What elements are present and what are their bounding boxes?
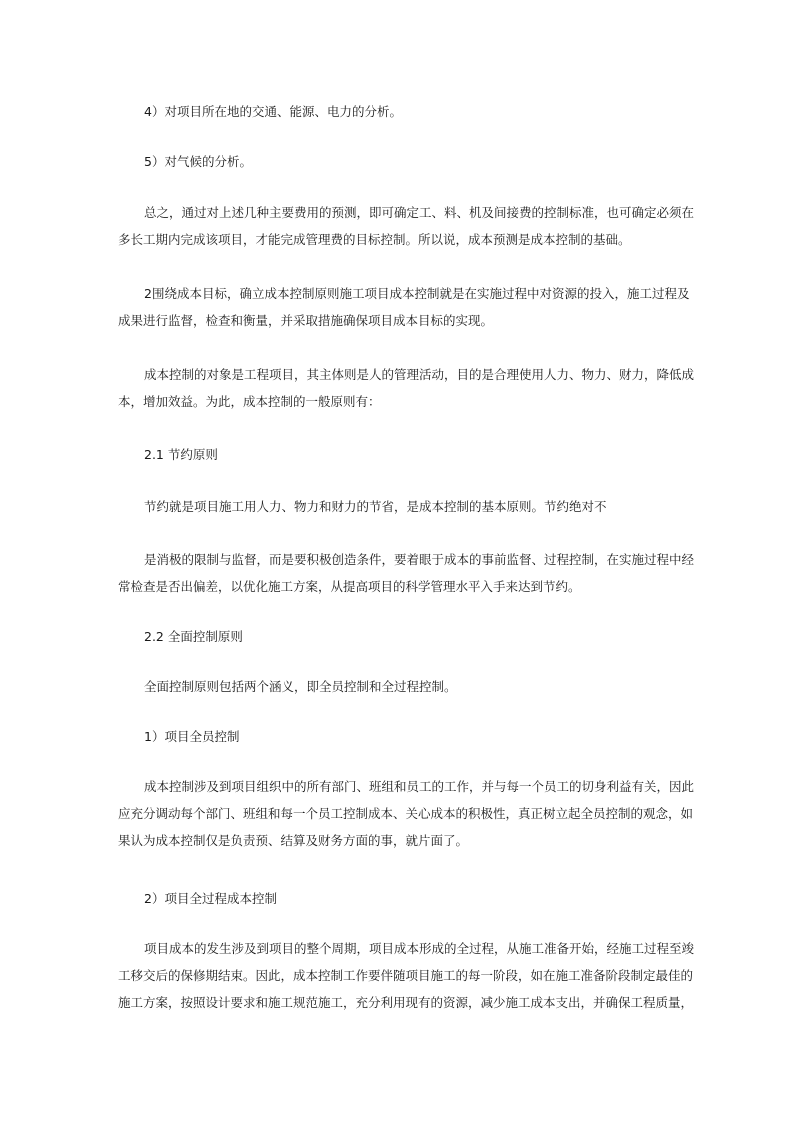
text-line: 施工方案，按照设计要求和施工规范施工，充分利用现有的资源，减少施工成本支出，并确保工程质量，	[118, 995, 694, 1010]
paragraph-summary	[118, 199, 695, 253]
section-heading-saving-principle	[118, 441, 704, 468]
text-line: 本，增加效益。为此，成本控制的一般原则有：	[118, 394, 381, 409]
text-line: 2.2 全面控制原则	[144, 629, 243, 644]
text-line: 成本控制涉及到项目组织中的所有部门、班组和员工的工作，并与每一个员工的切身利益有关，因此	[144, 779, 695, 794]
paragraph-transport-energy	[118, 98, 704, 125]
text-line: 多长工期内完成该项目，才能完成管理费的目标控制。所以说，成本预测是成本控制的基础。	[118, 232, 631, 247]
paragraph-all-staff-control	[118, 773, 695, 854]
text-line: 2.1 节约原则	[144, 447, 218, 462]
text-line: 全面控制原则包括两个涵义，即全员控制和全过程控制。	[144, 679, 457, 694]
paragraph-cost-target	[118, 280, 690, 334]
text-line: 项目成本的发生涉及到项目的整个周期，项目成本形成的全过程，从施工准备开始，经施工过程至竣	[144, 941, 695, 956]
paragraph-climate	[118, 148, 704, 175]
paragraph-whole-process-control	[118, 935, 695, 1016]
text-line: 成本控制的对象是工程项目，其主体则是人的管理活动，目的是合理使用人力、物力、财力，降低成	[144, 367, 695, 382]
section-heading-full-control-principle	[118, 623, 704, 650]
text-line: 节约就是项目施工用人力、物力和财力的节省，是成本控制的基本原则。节约绝对不	[144, 499, 607, 514]
text-line: 常检查是否出偏差，以优化施工方案，从提高项目的科学管理水平入手来达到节约。	[118, 579, 581, 594]
paragraph-full-control-meaning	[118, 673, 704, 700]
subheading-all-staff-control	[118, 723, 704, 750]
paragraph-control-object	[118, 361, 695, 415]
text-line: 果认为成本控制仅是负责预、结算及财务方面的事，就片面了。	[118, 833, 469, 848]
text-line: 工移交后的保修期结束。因此，成本控制工作要伴随项目施工的每一阶段，如在施工准备阶段制定最佳的	[118, 968, 694, 983]
subheading-whole-process-control	[118, 885, 704, 912]
paragraph-saving-definition	[118, 493, 704, 520]
text-line: 应充分调动每个部门、班组和每一个员工控制成本、关心成本的积极性，真正树立起全员控制的观念，如	[118, 806, 694, 821]
paragraph-saving-detail	[118, 546, 695, 600]
text-line: 成果进行监督，检查和衡量，并采取措施确保项目成本目标的实现。	[118, 313, 494, 328]
text-line: 总之，通过对上述几种主要费用的预测，即可确定工、料、机及间接费的控制标准，也可确定必须在	[144, 205, 695, 220]
text-line: 5）对气候的分析。	[144, 154, 252, 169]
text-line: 2）项目全过程成本控制	[144, 891, 277, 906]
text-line: 是消极的限制与监督，而是要积极创造条件，要着眼于成本的事前监督、过程控制，在实施过程中经	[144, 552, 695, 567]
text-line: 4）对项目所在地的交通、能源、电力的分析。	[144, 104, 402, 119]
text-line: 1）项目全员控制	[144, 729, 240, 744]
text-line: 2围绕成本目标，确立成本控制原则施工项目成本控制就是在实施过程中对资源的投入，施工过程及	[144, 286, 690, 301]
